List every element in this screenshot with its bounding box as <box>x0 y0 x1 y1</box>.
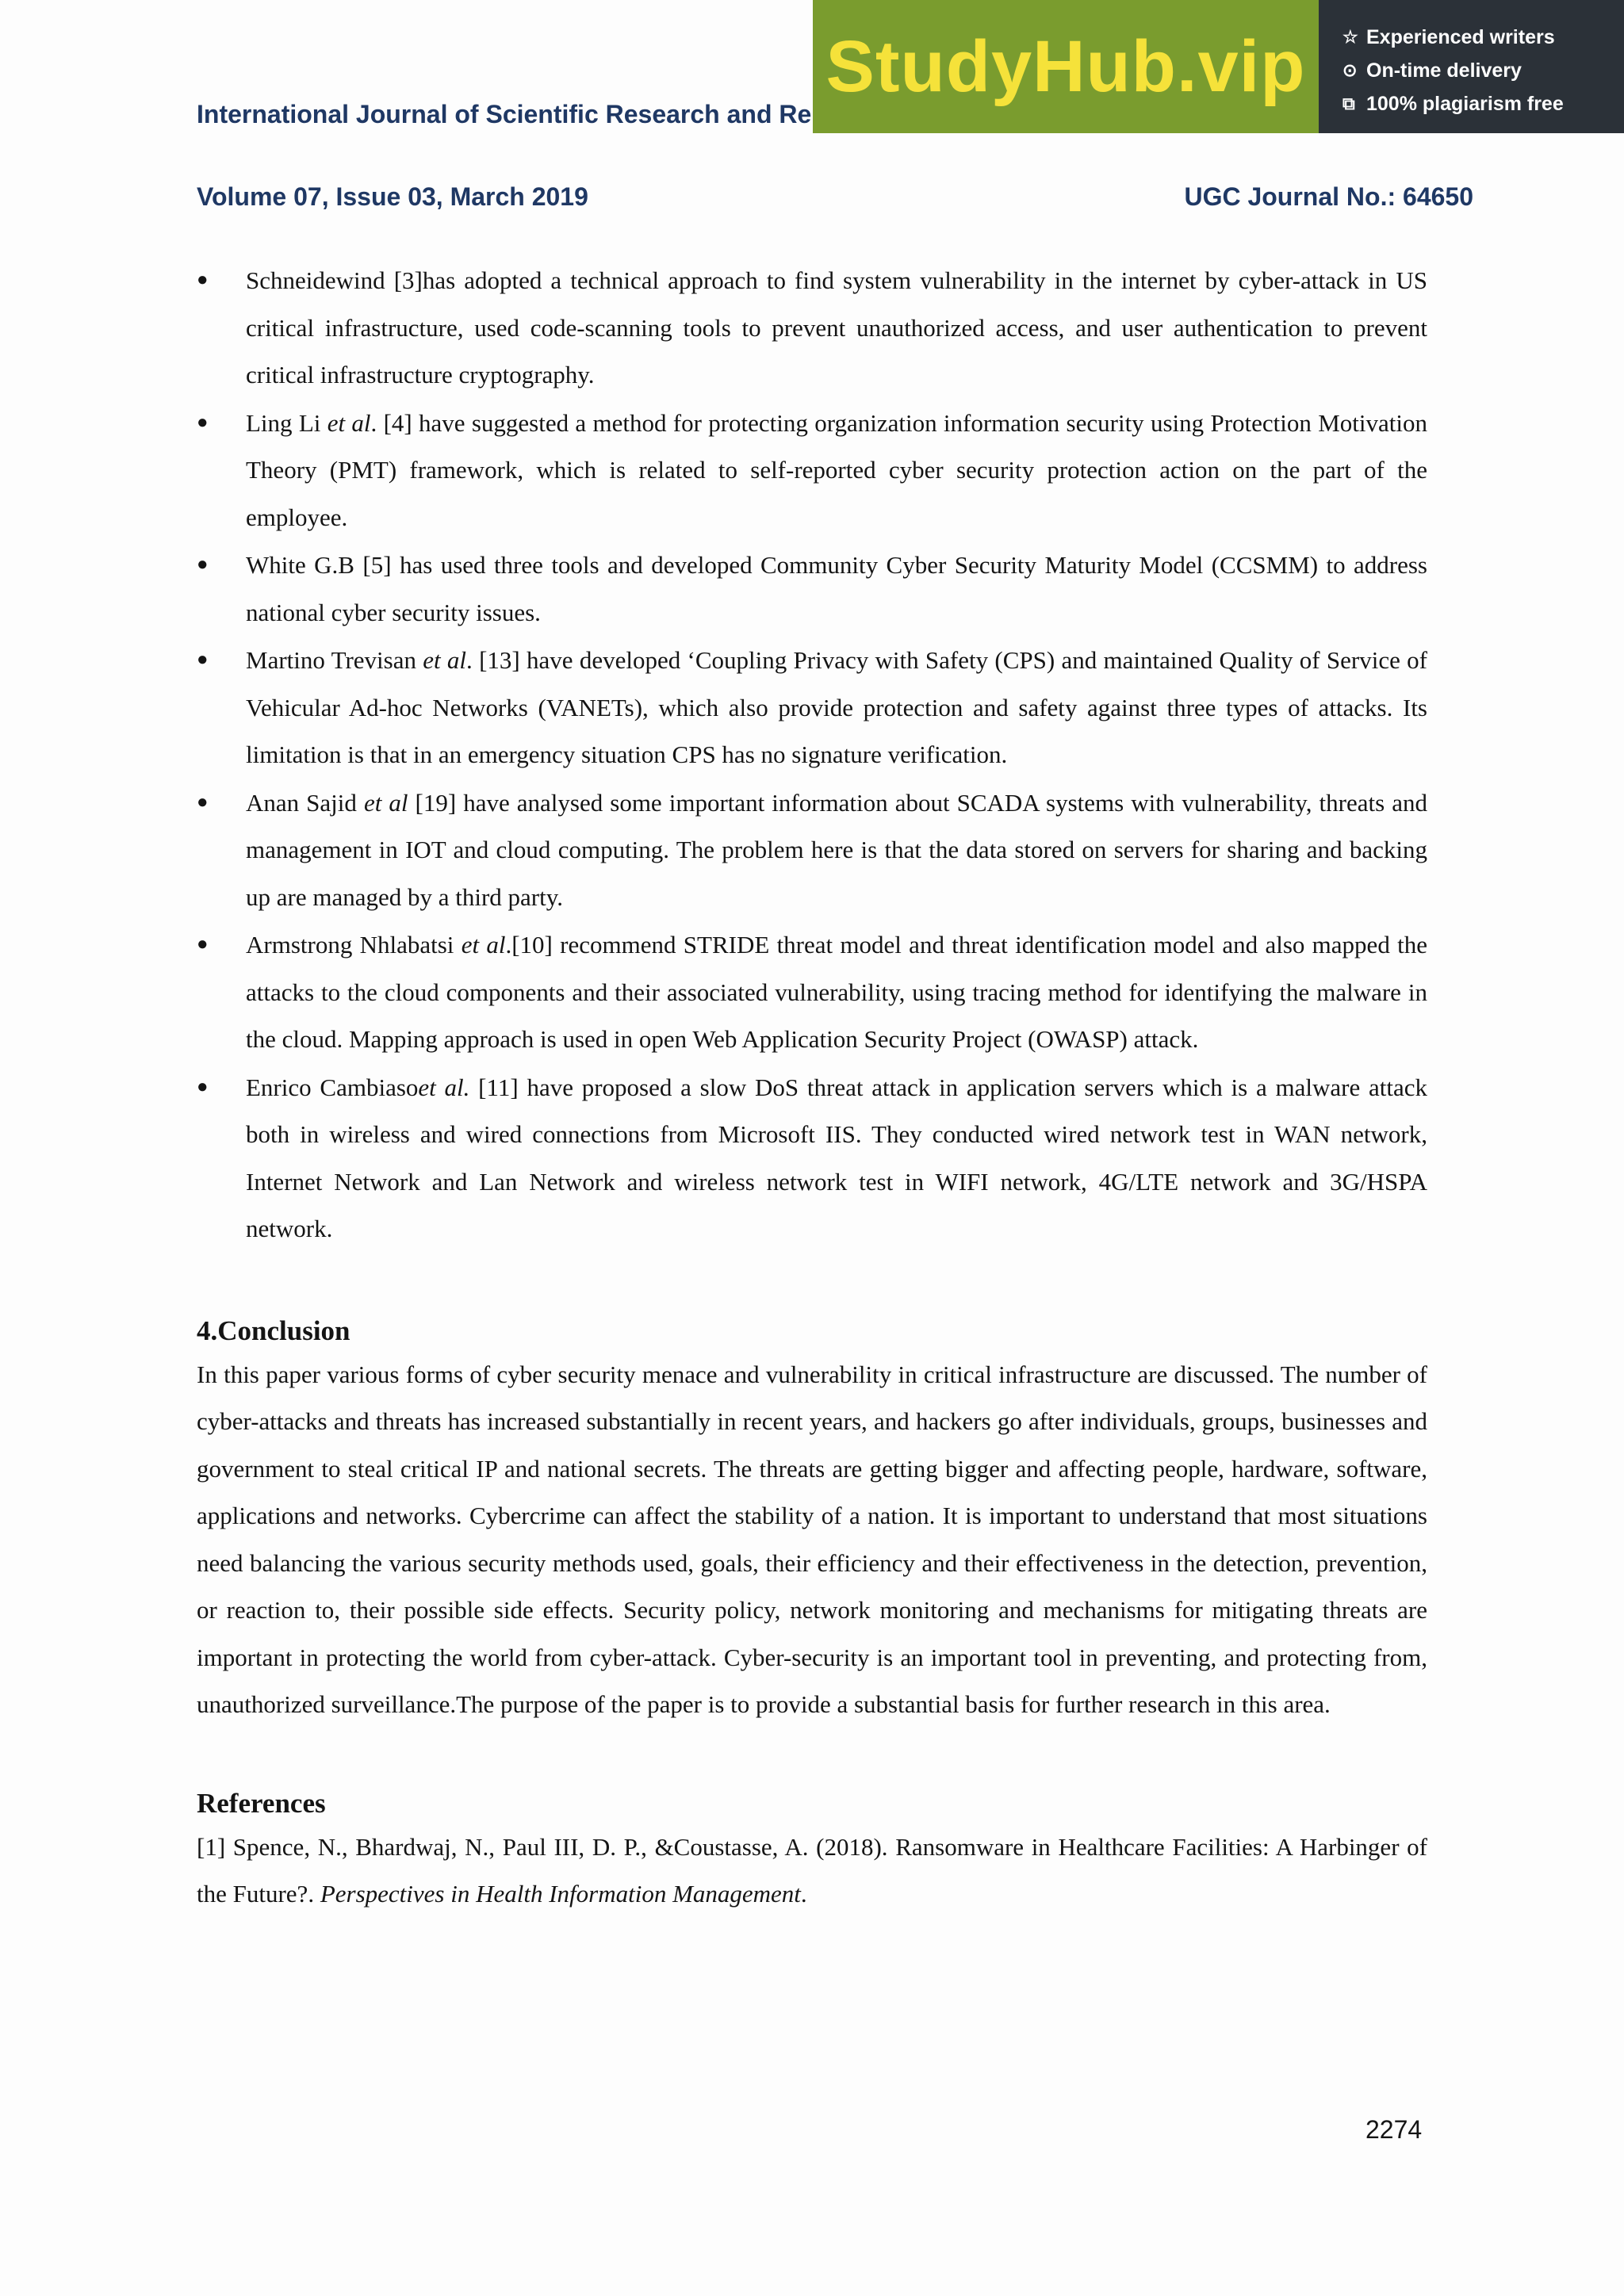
bullet-icon: ● <box>197 1076 209 1097</box>
list-item: ● Armstrong Nhlabatsi et al.[10] recommend STRIDE threat model and threat identification model and also mapped the attacks to the cloud components and their associated vulnerability, using tracing method for identifying the malware in the cloud. Mapping approach is used in open Web Application Security Project (OWASP) attack. <box>197 921 1427 1063</box>
list-item: ● Enrico Cambiasoet al. [11] have proposed a slow DoS threat attack in application servers which is a malware attack both in wireless and wired connections from Microsoft IIS. They conducted wired network test in WAN network, Internet Network and Lan Network and wireless network test in WIFI network, 4G/LTE network and 3G/HSPA network. <box>197 1064 1427 1253</box>
conclusion-heading: 4.Conclusion <box>197 1314 350 1346</box>
bullet-icon: ● <box>197 411 209 433</box>
ugc-journal-number: UGC Journal No.: 64650 <box>1184 182 1473 211</box>
ad-feature-plagiarism <box>1342 87 1624 121</box>
ad-feature-label: Experienced writers <box>1366 25 1555 48</box>
references-heading: References <box>197 1787 326 1819</box>
star-icon: ☆ <box>1342 27 1358 47</box>
bullet-icon: ● <box>197 934 209 955</box>
ad-logo-text: StudyHub.vip <box>825 25 1306 107</box>
ad-feature-writers <box>1342 21 1624 54</box>
ad-features-list <box>1319 0 1624 133</box>
conclusion-paragraph: In this paper various forms of cyber security menace and vulnerability in critical infrastructure are discussed. The number of cyber-attacks and threats has increased substantially in recent years, and hackers go after individuals, groups, businesses and government to steal critical IP and national secrets. The threats are getting bigger and affecting people, hardware, software, applications and networks. Cybercrime can affect the stability of a nation. It is important to understand that most situations need balancing the various security methods used, goals, their efficiency and their effectiveness in the detection, prevention, or reaction to, their possible side effects. Security policy, network monitoring and mechanisms for mitigating threats are important in protecting the world from cyber-attack. Cyber-security is an important tool in preventing, and protecting from, unauthorized surveillance.The purpose of the paper is to provide a substantial basis for further research in this area. <box>197 1360 1427 1718</box>
bullet-icon: ● <box>197 791 209 813</box>
bullet-icon: ● <box>197 270 209 290</box>
list-item: ● White G.B [5] has used three tools and developed Community Cyber Security Maturity Model (CCSMM) to address national cyber security issues. <box>197 541 1427 636</box>
list-item: ● Schneidewind [3]has adopted a technical approach to find system vulnerability in the internet by cyber-attack in US critical infrastructure, used code-scanning tools to prevent unauthorized access, and user authentication to prevent critical infrastructure cryptography. <box>197 257 1427 399</box>
reference-item: [1] Spence, N., Bhardwaj, N., Paul III, D. P., &Coustasse, A. (2018). Ransomware in Healthcare Facilities: A Harbinger of the Future?. Perspectives in Health Information Management. <box>197 1832 1427 1908</box>
ad-feature-label: 100% plagiarism free <box>1366 92 1564 115</box>
page-number: 2274 <box>1365 2115 1423 2144</box>
studyhub-ad-banner[interactable] <box>813 0 1624 133</box>
volume-issue: Volume 07, Issue 03, March 2019 <box>197 182 588 211</box>
ad-feature-delivery <box>1342 54 1624 87</box>
journal-title: International Journal of Scientific Research and Re <box>197 100 812 128</box>
ad-feature-label: On-time delivery <box>1366 59 1522 82</box>
article-body <box>197 257 1427 1918</box>
bullet-icon: ● <box>197 554 209 575</box>
list-item: ● Anan Sajid et al [19] have analysed some important information about SCADA systems with vulnerability, threats and management in IOT and cloud computing. The problem here is that the data stored on servers for sharing and backing up are managed by a third party. <box>197 779 1427 921</box>
clock-icon: ⊙ <box>1342 60 1358 80</box>
ad-logo[interactable] <box>813 0 1319 133</box>
bullet-icon: ● <box>197 649 209 670</box>
related-work-list <box>197 257 1427 1253</box>
list-item: ● Martino Trevisan et al. [13] have developed ‘Coupling Privacy with Safety (CPS) and maintained Quality of Service of Vehicular Ad-hoc Networks (VANETs), which also provide protection and safety against three types of attacks. Its limitation is that in an emergency situation CPS has no signature verification. <box>197 637 1427 779</box>
list-item: ● Ling Li et al. [4] have suggested a method for protecting organization information security using Protection Motivation Theory (PMT) framework, which is related to self-reported cyber security protection action on the part of the employee. <box>197 400 1427 541</box>
copy-icon: ⧉ <box>1342 94 1355 113</box>
